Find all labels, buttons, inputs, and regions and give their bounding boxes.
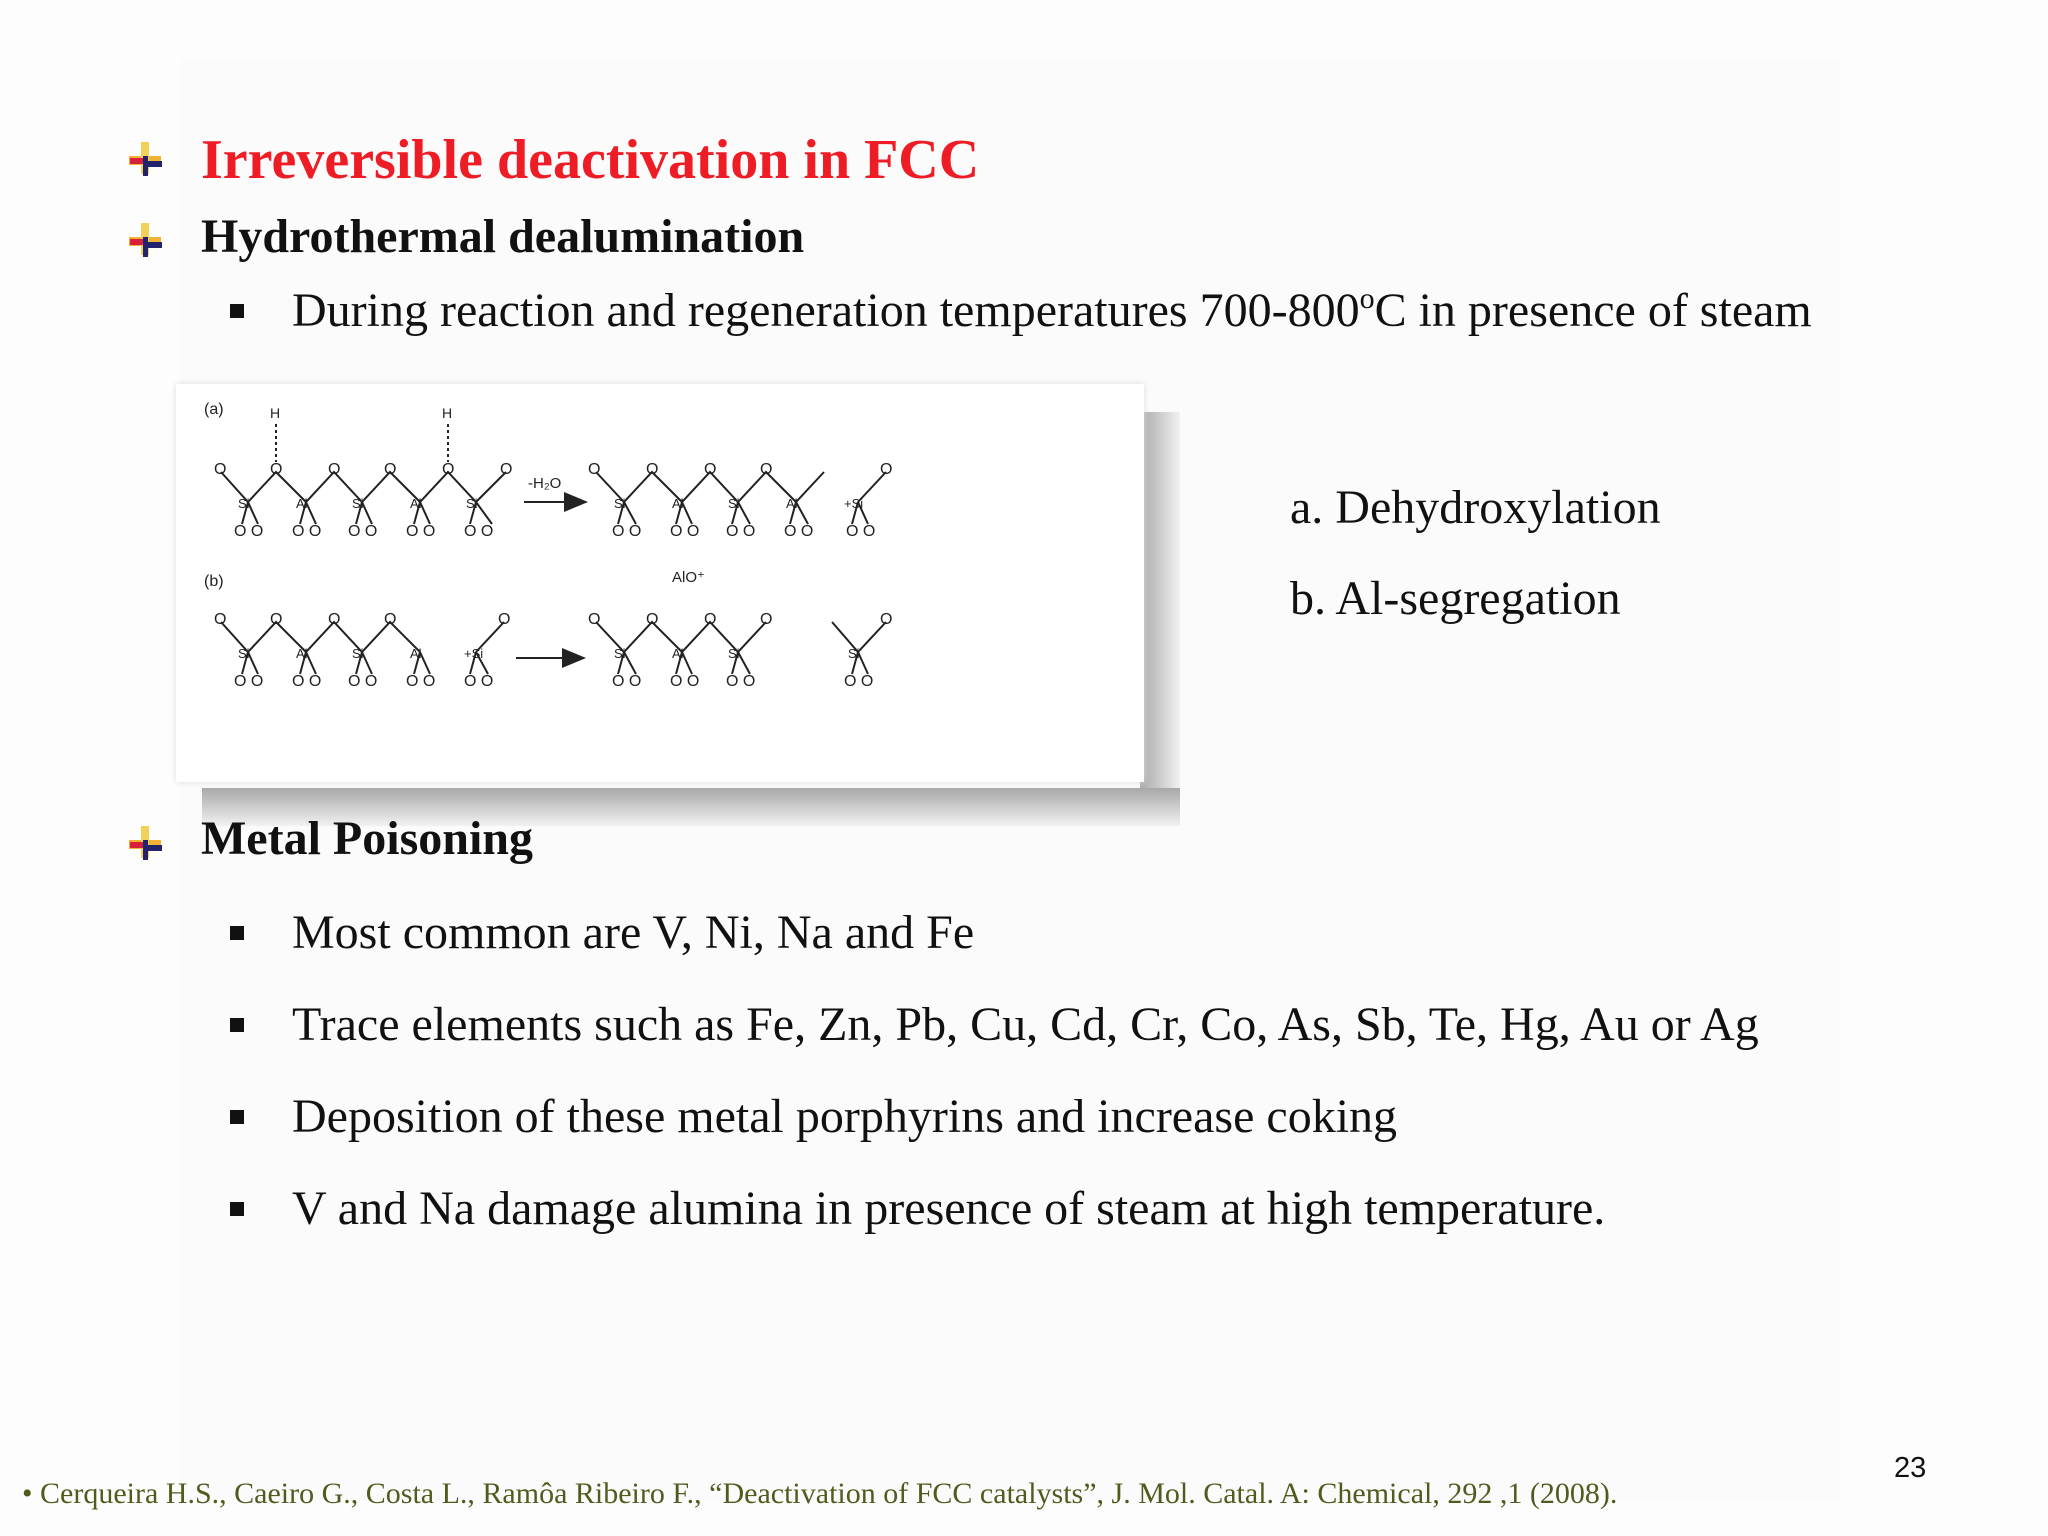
svg-text:Al: Al (786, 496, 798, 511)
svg-text:O: O (214, 461, 227, 478)
citation: • Cerqueira H.S., Caeiro G., Costa L., Ramôa Ribeiro F., “Deactivation of FCC catalysts”, J. Mol. Catal. A: Chemical, 292 ,1 (2008). (22, 1477, 1618, 1510)
svg-text:Si: Si (238, 646, 250, 661)
svg-text:Si: Si (352, 646, 364, 661)
svg-text:O O: O O (464, 673, 494, 690)
svg-text:O O: O O (348, 673, 378, 690)
svg-text:Si: Si (614, 496, 626, 511)
alo-product-label: AlO⁺ (672, 569, 705, 586)
svg-text:O O: O O (234, 673, 264, 690)
svg-text:+Si: +Si (464, 646, 484, 661)
bullet-cross-icon (126, 140, 164, 178)
square-bullet-icon (230, 926, 244, 940)
section-heading-metal-poisoning: Metal Poisoning (201, 812, 533, 865)
svg-text:O O: O O (612, 523, 642, 540)
bullet-cross-icon (126, 824, 164, 862)
bullet-cross-icon (126, 221, 164, 259)
figure-caption-a: a. Dehydroxylation (1290, 481, 1661, 534)
svg-text:Si: Si (614, 646, 626, 661)
figure-caption-b: b. Al-segregation (1290, 572, 1621, 625)
svg-text:O: O (384, 461, 397, 478)
panel-a-label: (a) (204, 401, 224, 418)
svg-text:O O: O O (464, 523, 494, 540)
svg-text:+Si: +Si (844, 496, 864, 511)
svg-text:O O: O O (292, 523, 322, 540)
svg-text:Al: Al (296, 646, 308, 661)
figure-shadow (1140, 412, 1180, 826)
bullet-text: Deposition of these metal porphyrins and increase coking (292, 1090, 1398, 1143)
svg-text:O: O (442, 461, 455, 478)
svg-text:Si: Si (352, 496, 364, 511)
svg-text:O O: O O (234, 523, 264, 540)
svg-text:Si: Si (848, 646, 860, 661)
svg-text:Al: Al (296, 496, 308, 511)
section-heading-hydrothermal: Hydrothermal dealumination (201, 210, 805, 263)
bullet-text: V and Na damage alumina in presence of steam at high temperature. (292, 1182, 1606, 1235)
svg-text:O: O (588, 461, 601, 478)
square-bullet-icon (230, 1110, 244, 1124)
svg-text:O O: O O (612, 673, 642, 690)
svg-text:O: O (880, 461, 893, 478)
page-title: Irreversible deactivation in FCC (201, 129, 980, 191)
svg-text:O: O (214, 611, 227, 628)
svg-text:Si: Si (728, 496, 740, 511)
svg-text:O O: O O (670, 523, 700, 540)
svg-text:O O: O O (406, 673, 436, 690)
square-bullet-icon (230, 304, 244, 318)
svg-text:O O: O O (726, 523, 756, 540)
square-bullet-icon (230, 1202, 244, 1216)
reaction-diagram (176, 384, 1144, 782)
svg-text:O O: O O (348, 523, 378, 540)
svg-text:O O: O O (846, 523, 876, 540)
svg-text:O O: O O (292, 673, 322, 690)
svg-text:Al: Al (410, 496, 422, 511)
svg-text:O O: O O (670, 673, 700, 690)
svg-text:O: O (500, 461, 513, 478)
svg-text:O: O (760, 611, 773, 628)
svg-text:O: O (704, 611, 717, 628)
bullet-text: During reaction and regeneration temperatures 700-800$^o$C in presence of steam (292, 282, 1812, 337)
svg-text:O: O (760, 461, 773, 478)
svg-text:O: O (646, 611, 659, 628)
svg-text:Al: Al (672, 646, 684, 661)
svg-text:H: H (270, 405, 281, 421)
svg-text:O: O (588, 611, 601, 628)
reaction-reagent-label: -H₂O (528, 475, 562, 492)
svg-text:O: O (270, 461, 283, 478)
svg-text:O O: O O (784, 523, 814, 540)
svg-text:Al: Al (672, 496, 684, 511)
svg-text:O: O (384, 611, 397, 628)
svg-text:O: O (704, 461, 717, 478)
svg-text:Si: Si (728, 646, 740, 661)
svg-text:Si: Si (466, 496, 478, 511)
svg-text:O: O (498, 611, 511, 628)
svg-text:O O: O O (406, 523, 436, 540)
bullet-text: Most common are V, Ni, Na and Fe (292, 906, 975, 959)
svg-text:O: O (328, 461, 341, 478)
svg-text:O O: O O (726, 673, 756, 690)
reaction-figure (168, 378, 1180, 826)
zeolite-reaction-scheme (176, 384, 1144, 782)
bullet-text: Trace elements such as Fe, Zn, Pb, Cu, Cd, Cr, Co, As, Sb, Te, Hg, Au or Ag (292, 998, 1759, 1051)
svg-text:O: O (270, 611, 283, 628)
panel-b-label: (b) (204, 573, 224, 590)
svg-text:O: O (328, 611, 341, 628)
svg-text:Al: Al (410, 646, 422, 661)
page-number: 23 (1894, 1452, 1927, 1484)
svg-text:O: O (880, 611, 893, 628)
svg-text:H: H (442, 405, 453, 421)
svg-text:O O: O O (844, 673, 874, 690)
svg-text:Si: Si (238, 496, 250, 511)
svg-text:O: O (646, 461, 659, 478)
square-bullet-icon (230, 1018, 244, 1032)
